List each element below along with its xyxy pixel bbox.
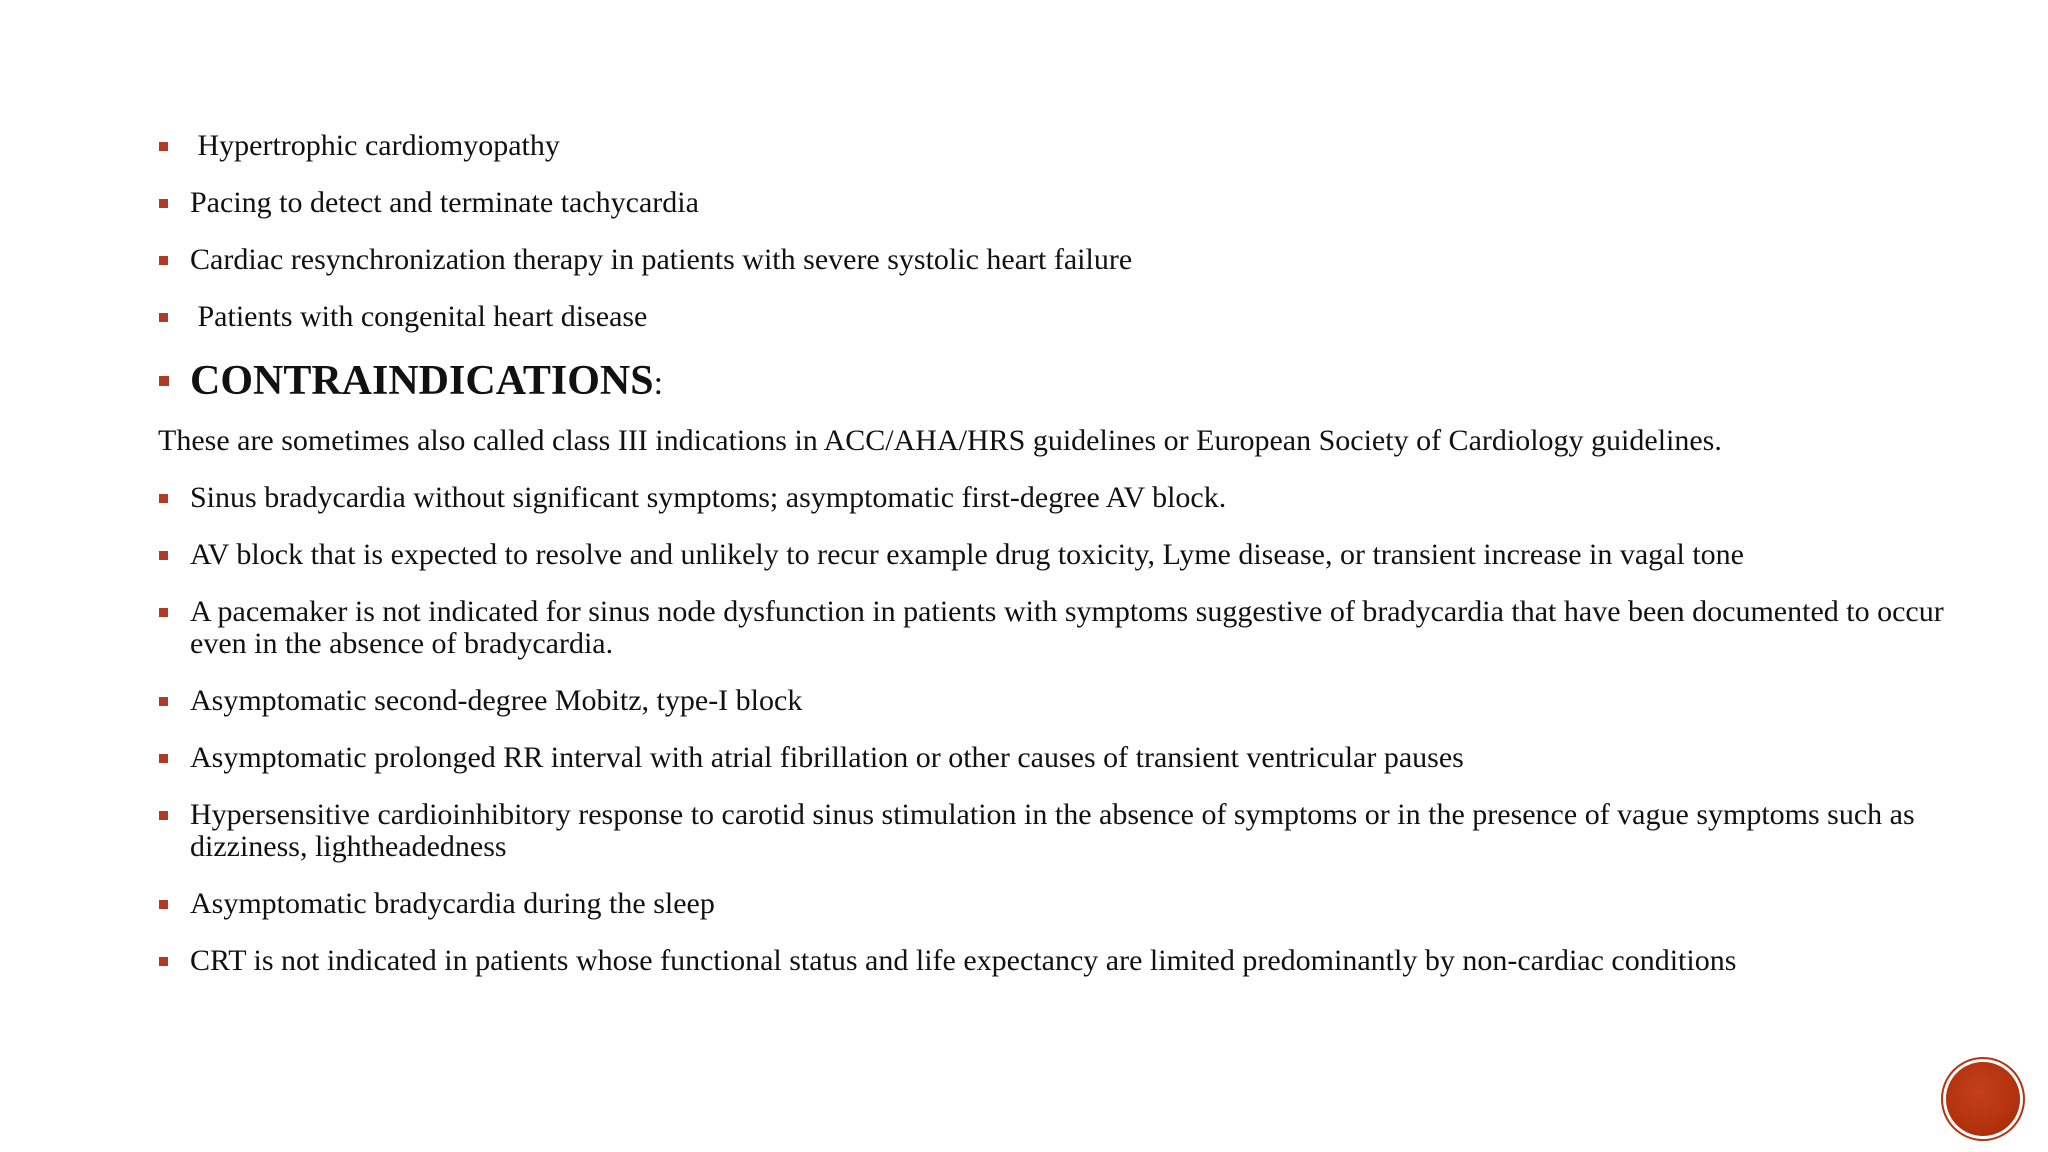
square-bullet-icon	[159, 199, 168, 208]
list-item-text: Asymptomatic second-degree Mobitz, type-I block	[190, 684, 803, 717]
square-bullet-icon	[159, 256, 168, 265]
square-bullet-icon	[159, 697, 168, 706]
list-item-text: Sinus bradycardia without significant symptoms; asymptomatic first-degree AV block.	[190, 481, 1227, 514]
list-item	[158, 888, 1958, 920]
square-bullet-icon	[159, 551, 168, 560]
heading-colon: :	[653, 365, 664, 402]
list-item	[158, 301, 1958, 333]
square-bullet-icon	[159, 957, 168, 966]
square-bullet-icon	[159, 313, 168, 322]
list-item-text: Cardiac resynchronization therapy in patients with severe systolic heart failure	[190, 243, 1133, 276]
list-item	[158, 244, 1958, 276]
square-bullet-icon	[159, 494, 168, 503]
list-item-text: Hypersensitive cardioinhibitory response to carotid sinus stimulation in the absence of symptoms or in the presence of vague symptoms such as dizziness, lightheadedness	[190, 798, 1915, 863]
list-item-text: AV block that is expected to resolve and unlikely to recur example drug toxicity, Lyme disease, or transient increase in vagal tone	[190, 538, 1744, 571]
list-item	[158, 187, 1958, 219]
list-item-text: CRT is not indicated in patients whose functional status and life expectancy are limited predominantly by non-cardiac conditions	[190, 944, 1737, 977]
list-item	[158, 539, 1958, 571]
square-bullet-icon	[159, 754, 168, 763]
section-heading	[158, 358, 1958, 407]
list-item-text: A pacemaker is not indicated for sinus node dysfunction in patients with symptoms suggestive of bradycardia that have been documented to occur even in the absence of bradycardia.	[190, 595, 1944, 660]
list-item	[158, 130, 1958, 162]
list-item-text: Hypertrophic cardiomyopathy	[190, 129, 560, 162]
list-item	[158, 742, 1958, 774]
list-item-text: Patients with congenital heart disease	[190, 300, 648, 333]
list-item	[158, 799, 1958, 863]
list-item-text: Asymptomatic prolonged RR interval with atrial fibrillation or other causes of transient ventricular pauses	[190, 741, 1464, 774]
intro-paragraph: These are sometimes also called class III indications in ACC/AHA/HRS guidelines or European Society of Cardiology guidelines.	[158, 424, 1722, 457]
heading-text: CONTRAINDICATIONS	[190, 358, 654, 404]
list-item	[158, 596, 1958, 660]
square-bullet-icon	[159, 142, 168, 151]
list-item	[158, 945, 1958, 977]
square-bullet-icon	[159, 900, 168, 909]
square-bullet-icon	[159, 376, 169, 386]
square-bullet-icon	[159, 811, 168, 820]
list-item-text: Pacing to detect and terminate tachycardia	[190, 186, 699, 219]
list-item	[158, 482, 1958, 514]
square-bullet-icon	[159, 608, 168, 617]
round-nav-button-icon[interactable]	[1946, 1062, 2020, 1136]
slide-content	[158, 130, 1958, 1002]
list-item-text: Asymptomatic bradycardia during the sleep	[190, 887, 715, 920]
list-item	[158, 685, 1958, 717]
